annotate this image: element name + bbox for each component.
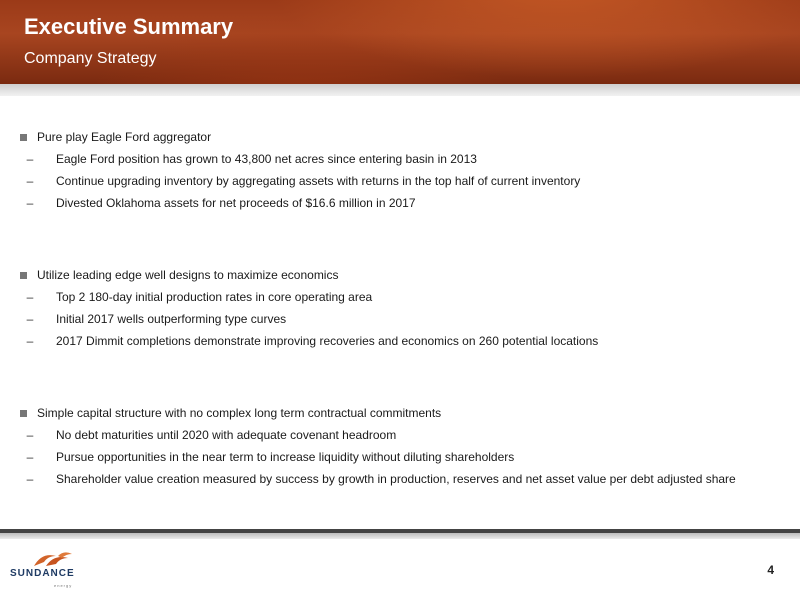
bullet-heading-text: Simple capital structure with no complex long term contractual commitments xyxy=(37,406,442,420)
dash-icon: – xyxy=(26,196,34,210)
sub-bullet-text: Eagle Ford position has grown to 43,800 net acres since entering basin in 2013 xyxy=(56,152,477,166)
sub-bullet-text: Initial 2017 wells outperforming type curves xyxy=(56,312,287,326)
dash-icon: – xyxy=(26,174,34,188)
dash-icon: – xyxy=(26,290,34,304)
bullet-heading-text: Utilize leading edge well designs to maximize economics xyxy=(37,268,339,282)
content-area xyxy=(20,126,780,490)
footer-divider-light xyxy=(0,533,800,539)
bullet-heading-text: Pure play Eagle Ford aggregator xyxy=(37,130,212,144)
sub-bullet xyxy=(20,286,780,308)
dash-icon: – xyxy=(26,152,34,166)
logo-subtext: energy xyxy=(54,583,73,588)
sub-bullet xyxy=(20,468,780,490)
sub-bullet xyxy=(20,192,780,214)
bullet-heading xyxy=(20,264,780,286)
header-banner xyxy=(0,0,800,84)
sub-bullet-text: No debt maturities until 2020 with adequate covenant headroom xyxy=(56,428,397,442)
sub-bullet-text: Divested Oklahoma assets for net proceeds of $16.6 million in 2017 xyxy=(56,196,416,210)
sub-bullet-text: Shareholder value creation measured by success by growth in production, reserves and net asset value per debt adjusted share xyxy=(56,472,736,486)
bullet-heading xyxy=(20,402,780,424)
page-number: 4 xyxy=(767,563,774,577)
sub-bullet xyxy=(20,446,780,468)
sub-bullet-text: Top 2 180-day initial production rates in core operating area xyxy=(56,290,373,304)
page-title: Executive Summary xyxy=(24,14,234,39)
square-bullet-icon xyxy=(20,134,27,141)
logo-wordmark: SUNDANCE xyxy=(10,568,75,579)
dash-icon: – xyxy=(26,428,34,442)
sub-bullet xyxy=(20,170,780,192)
section-1 xyxy=(20,126,780,214)
sub-bullet-text: 2017 Dimmit completions demonstrate improving recoveries and economics on 260 potential locations xyxy=(56,334,599,348)
section-3 xyxy=(20,402,780,490)
sub-bullet xyxy=(20,424,780,446)
sub-bullet xyxy=(20,330,780,352)
header-divider xyxy=(0,84,800,96)
square-bullet-icon xyxy=(20,272,27,279)
section-2 xyxy=(20,264,780,352)
dash-icon: – xyxy=(26,472,34,486)
company-logo xyxy=(10,550,100,594)
dash-icon: – xyxy=(26,334,34,348)
page-subtitle: Company Strategy xyxy=(24,50,157,67)
sub-bullet-text: Continue upgrading inventory by aggregating assets with returns in the top half of current inventory xyxy=(56,174,581,188)
sub-bullet xyxy=(20,308,780,330)
dash-icon: – xyxy=(26,450,34,464)
dash-icon: – xyxy=(26,312,34,326)
square-bullet-icon xyxy=(20,410,27,417)
bullet-heading xyxy=(20,126,780,148)
sub-bullet xyxy=(20,148,780,170)
sun-swirl-icon xyxy=(24,550,84,570)
sub-bullet-text: Pursue opportunities in the near term to increase liquidity without diluting shareholders xyxy=(56,450,515,464)
